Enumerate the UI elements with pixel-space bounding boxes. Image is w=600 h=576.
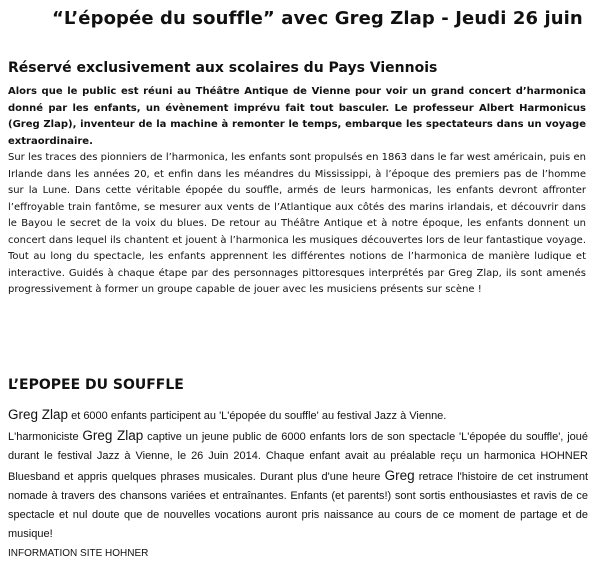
story-paragraph: Sur les traces des pionniers de l’harmonica, les enfants sont propulsés en 1863 dans le far west américain, puis en Irlande dans les années 20, et enfin dans les méandres du Mississippi, à l’époque des premiers pas de l’homme sur la Lune. Dans cette véritable épopée du souffle, armés de leurs harmonicas, les enfants devront affronter l’effroyable train fantôme, se mesurer aux vents de l’Atlantique aux côtés des marins irlandais, et découvrir dans le Bayou le secret de la voix du blues. De retour au Théâtre Antique et à notre époque, les enfants donnent un concert dans lequel ils chantent et jouent à l’harmonica les musiques découvertes lors de leur fantastique voyage. Tout au long du spectacle, les enfants apprennent les différentes notions de l’harmonica de manière ludique et interactive. Guidés à chaque étape par des personnages pittoresques interprétés par Greg Zlap, ils sont amenés progressivement à former un groupe capable de jouer avec les musiciens présents sur scène !	[8, 152, 586, 295]
news-line-1: et 6000 enfants participent au 'L'épopée du souffle' au festival Jazz à Vienne.	[68, 410, 447, 422]
news-text-end: retrace l'histoire de cet instrument nomade à travers des chansons variées et entraînantes. Enfants (et parents!) sont sortis enthousiastes et ravis de ce spectacle et nul doute que de nouvelles vocations auront pris naissance au cours de ce moment de partage et de musique!	[8, 471, 588, 540]
news-text-start: L'harmoniciste	[8, 431, 83, 443]
news-paragraph	[8, 405, 588, 544]
artist-name: Greg Zlap	[8, 407, 69, 422]
section-heading-reserved: Réservé exclusivement aux scolaires du Pays Viennois	[8, 60, 438, 76]
news-text-mid: captive un jeune public de 6000 enfants lors de son spectacle 'L'épopée du souffle', joué durant le festival Jazz à Vienne, le 26 Juin 2014. Chaque enfant avait au préalable reçu un harmonica HOHNER Bluesband et appris quelques phrases musicales. Durant plus d'une heure	[8, 431, 588, 483]
section-heading-epopee: L’EPOPEE DU SOUFFLE	[8, 377, 184, 393]
source-credit: INFORMATION SITE HOHNER	[8, 548, 149, 559]
intro-paragraph: Alors que le public est réuni au Théâtre Antique de Vienne pour voir un grand concert d’harmonica donné par les enfants, un évènement imprévu fait tout basculer. Le professeur Albert Harmonicus (Greg Zlap), inventeur de la machine à remonter le temps, embarque les spectateurs dans un voyage extraordinaire.	[8, 86, 586, 147]
artist-name: Greg Zlap	[82, 428, 144, 443]
page-title: “L’épopée du souffle” avec Greg Zlap - Jeudi 26 juin	[52, 8, 583, 29]
artist-first-name: Greg	[384, 468, 415, 483]
